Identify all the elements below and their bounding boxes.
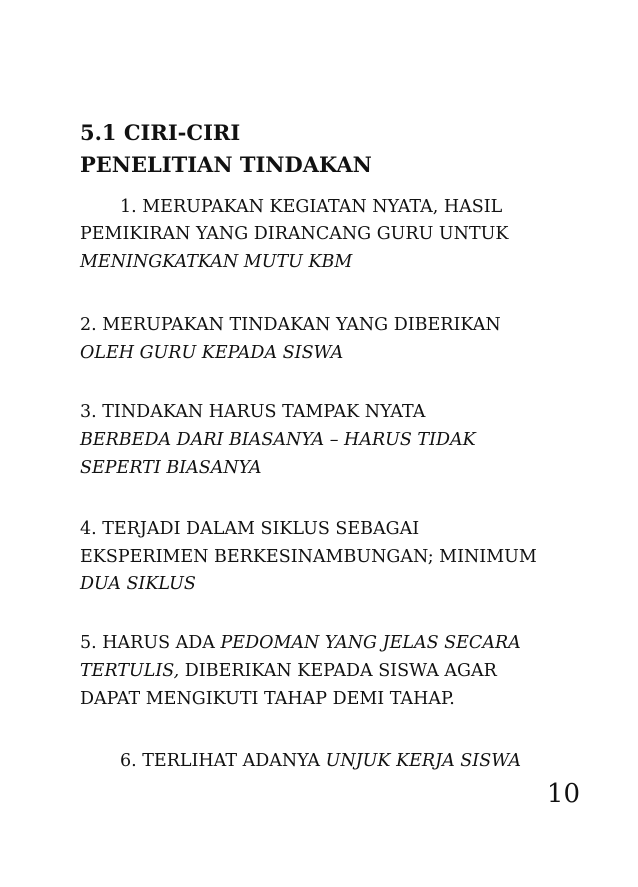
item-3-line-1: 3. TINDAKAN HARUS TAMPAK NYATA bbox=[80, 402, 426, 422]
page-number: 10 bbox=[546, 779, 580, 809]
item-5-line-3: DAPAT MENGIKUTI TAHAP DEMI TAHAP. bbox=[80, 689, 455, 709]
item-5-line-1 bbox=[80, 631, 521, 655]
item-5-line-2-emphasis: TERTULIS, bbox=[80, 661, 180, 681]
item-4-line-2: EKSPERIMEN BERKESINAMBUNGAN; MINIMUM bbox=[80, 547, 537, 567]
item-4-line-1: 4. TERJADI DALAM SIKLUS SEBAGAI bbox=[80, 519, 420, 539]
item-5-line-2 bbox=[80, 659, 497, 683]
item-1-line-3: MENINGKATKAN MUTU KBM bbox=[80, 252, 353, 272]
item-5-line-2-text: DIBERIKAN KEPADA SISWA AGAR bbox=[179, 661, 497, 681]
item-2-line-2: OLEH GURU KEPADA SISWA bbox=[80, 343, 344, 363]
heading-line-1: 5.1 CIRI-CIRI bbox=[80, 120, 241, 145]
item-3-line-2: BERBEDA DARI BIASANYA – HARUS TIDAK bbox=[80, 430, 476, 450]
item-6-line-1-text: 6. TERLIHAT ADANYA bbox=[120, 751, 326, 771]
section-heading bbox=[80, 117, 372, 181]
heading-line-2: PENELITIAN TINDAKAN bbox=[80, 152, 372, 177]
item-6-line-1-emphasis: UNJUK KERJA SISWA bbox=[325, 751, 521, 771]
item-3-line-3: SEPERTI BIASANYA bbox=[80, 458, 262, 478]
item-4-line-3: DUA SIKLUS bbox=[80, 574, 196, 594]
item-2-line-1: 2. MERUPAKAN TINDAKAN YANG DIBERIKAN bbox=[80, 315, 501, 335]
item-5-line-1-text: 5. HARUS ADA bbox=[80, 633, 221, 653]
item-1-line-1: 1. MERUPAKAN KEGIATAN NYATA, HASIL bbox=[120, 197, 503, 217]
item-5-line-1-emphasis: PEDOMAN YANG JELAS SECARA bbox=[220, 633, 521, 653]
item-6-line-1 bbox=[120, 749, 521, 773]
item-1-line-2: PEMIKIRAN YANG DIRANCANG GURU UNTUK bbox=[80, 224, 509, 244]
